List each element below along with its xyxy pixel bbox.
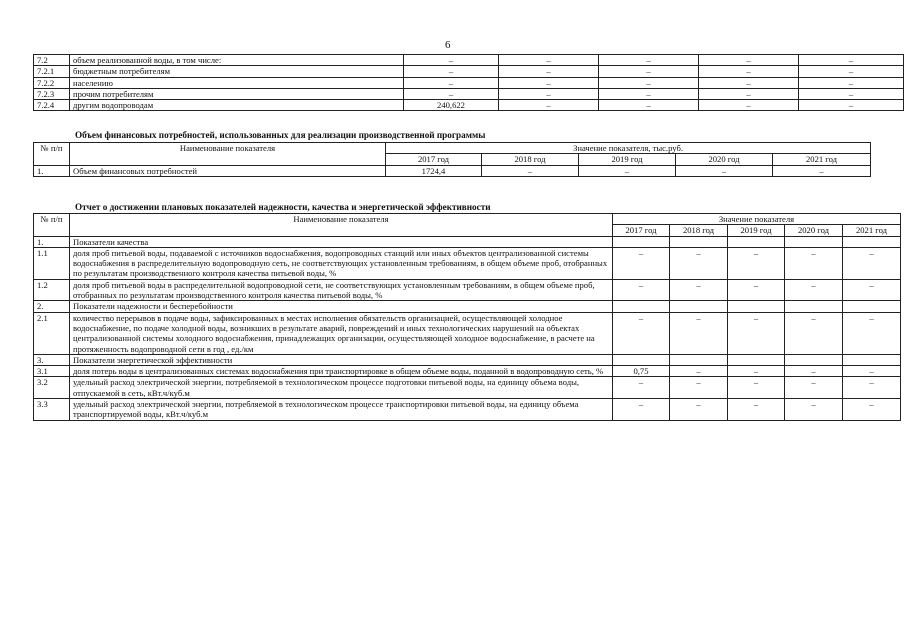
row-value: –: [599, 66, 699, 77]
row-value: –: [843, 377, 901, 399]
row-number: 3.1: [34, 366, 70, 377]
row-value: –: [728, 377, 785, 399]
table-row: [34, 88, 904, 99]
financial-needs-table: [33, 142, 871, 177]
row-name: прочим потребителям: [70, 88, 404, 99]
row-value: –: [613, 399, 670, 421]
table-row: [34, 301, 901, 312]
row-value: –: [843, 247, 901, 279]
table-row: [34, 100, 904, 111]
row-value: –: [699, 88, 799, 99]
row-value: [670, 354, 728, 365]
row-value: –: [613, 247, 670, 279]
row-value: –: [728, 366, 785, 377]
row-value: –: [799, 77, 904, 88]
row-name: объем реализованной воды, в том числе:: [70, 55, 404, 66]
row-value: –: [843, 399, 901, 421]
row-value: –: [699, 77, 799, 88]
column-header-value: Значение показателя, тыс.руб.: [386, 143, 871, 154]
page-number: 6: [445, 39, 451, 51]
column-header-name: Наименование показателя: [70, 214, 613, 237]
row-value: –: [785, 399, 843, 421]
row-value: –: [799, 100, 904, 111]
row-value: –: [785, 279, 843, 301]
row-number: 2.1: [34, 312, 70, 354]
row-value: –: [599, 88, 699, 99]
row-value: –: [499, 55, 599, 66]
row-value: [670, 236, 728, 247]
row-name: доля проб питьевой воды, подаваемой с источников водоснабжения, водопроводных станций или иных объектов централизованной системы водоснабжения в распределительную водопроводную сеть, не соответствующих установленным требованиям, в общем объеме проб, отобранных по результатам производственного контроля качества питьевой воды, %: [70, 247, 613, 279]
row-number: 1.2: [34, 279, 70, 301]
row-value: –: [785, 366, 843, 377]
row-value: –: [699, 55, 799, 66]
water-volume-table: [33, 54, 904, 111]
row-number: 3.2: [34, 377, 70, 399]
row-value: –: [785, 312, 843, 354]
row-name: другим водопроводам: [70, 100, 404, 111]
row-number: 7.2.4: [34, 100, 70, 111]
year-header: 2020 год: [676, 154, 773, 165]
row-value: [613, 354, 670, 365]
row-number: 7.2.1: [34, 66, 70, 77]
table-row: [34, 66, 904, 77]
table-row: [34, 247, 901, 279]
financial-needs-heading: Объем финансовых потребностей, использованных для реализации производственной программы: [75, 130, 486, 140]
row-value: –: [404, 88, 499, 99]
row-number: 3.3: [34, 399, 70, 421]
row-value: [843, 236, 901, 247]
row-number: 1.: [34, 165, 70, 176]
row-value: [613, 301, 670, 312]
row-value: –: [613, 279, 670, 301]
row-value: –: [799, 55, 904, 66]
row-value: –: [670, 247, 728, 279]
row-value: –: [613, 377, 670, 399]
row-name: удельный расход электрической энергии, потребляемой в технологическом процессе транспортировки питьевой воды, на единицу объема транспортируемой воды, кВт.ч/куб.м: [70, 399, 613, 421]
row-value: –: [843, 312, 901, 354]
table-row: [34, 366, 901, 377]
row-value: –: [499, 66, 599, 77]
row-value: 1724,4: [386, 165, 482, 176]
row-value: [728, 236, 785, 247]
row-value: –: [670, 312, 728, 354]
row-value: –: [599, 100, 699, 111]
row-value: –: [670, 377, 728, 399]
table-row: [34, 236, 901, 247]
row-value: –: [670, 279, 728, 301]
row-value: –: [599, 55, 699, 66]
row-number: 7.2.3: [34, 88, 70, 99]
row-name: Показатели энергетической эффективности: [70, 354, 613, 365]
row-value: –: [785, 247, 843, 279]
row-value: –: [728, 279, 785, 301]
row-value: –: [404, 66, 499, 77]
row-name: количество перерывов в подаче воды, зафиксированных в местах исполнения обязательств организацией, осуществляющей холодное водоснабжение, по подаче холодной воды, возникших в результате аварий, повреждений и иных технологических нарушений на объектах централизованной системы холодного водоснабжения, принадлежащих организации, осуществляющей холодное водоснабжение, в расчете на протяженность водопроводной сети в год , ед./км: [70, 312, 613, 354]
row-name: Объем финансовых потребностей: [70, 165, 386, 176]
column-header-number: № п/п: [34, 214, 70, 237]
row-name: Показатели качества: [70, 236, 613, 247]
row-value: –: [670, 399, 728, 421]
row-value: –: [728, 399, 785, 421]
table-row: [34, 354, 901, 365]
row-name: Показатели надежности и бесперебойности: [70, 301, 613, 312]
column-header-value: Значение показателя: [613, 214, 901, 225]
year-header: 2018 год: [482, 154, 579, 165]
table-row: [34, 312, 901, 354]
row-value: [728, 354, 785, 365]
row-value: –: [785, 377, 843, 399]
row-value: –: [773, 165, 871, 176]
row-value: –: [613, 312, 670, 354]
row-value: –: [404, 55, 499, 66]
row-value: –: [728, 312, 785, 354]
row-value: [613, 236, 670, 247]
table-row: [34, 77, 904, 88]
row-number: 3.: [34, 354, 70, 365]
row-value: 0,75: [613, 366, 670, 377]
row-name: бюджетным потребителям: [70, 66, 404, 77]
year-header: 2017 год: [386, 154, 482, 165]
row-value: [670, 301, 728, 312]
year-header: 2019 год: [579, 154, 676, 165]
row-value: –: [699, 100, 799, 111]
row-name: населению: [70, 77, 404, 88]
year-header: 2017 год: [613, 225, 670, 236]
year-header: 2018 год: [670, 225, 728, 236]
row-value: –: [599, 77, 699, 88]
row-value: –: [670, 366, 728, 377]
indicators-report-table: [33, 213, 901, 421]
row-value: [785, 354, 843, 365]
row-value: [728, 301, 785, 312]
row-value: –: [499, 77, 599, 88]
column-header-number: № п/п: [34, 143, 70, 166]
row-value: [785, 236, 843, 247]
year-header: 2021 год: [843, 225, 901, 236]
row-value: –: [404, 77, 499, 88]
year-header: 2021 год: [773, 154, 871, 165]
table-row: [34, 399, 901, 421]
row-value: [843, 301, 901, 312]
year-header: 2020 год: [785, 225, 843, 236]
column-header-name: Наименование показателя: [70, 143, 386, 166]
row-value: –: [699, 66, 799, 77]
table-row: [34, 377, 901, 399]
row-value: –: [843, 279, 901, 301]
row-value: –: [676, 165, 773, 176]
row-name: удельный расход электрической энергии, потребляемой в технологическом процессе подготовки питьевой воды, на единицу объема воды, отпускаемой в сеть, кВт.ч/куб.м: [70, 377, 613, 399]
row-number: 1.: [34, 236, 70, 247]
row-value: [785, 301, 843, 312]
row-number: 7.2.2: [34, 77, 70, 88]
row-value: –: [482, 165, 579, 176]
indicators-report-heading: Отчет о достижении плановых показателей надежности, качества и энергетической эффективности: [75, 202, 491, 212]
row-number: 1.1: [34, 247, 70, 279]
table-row: [34, 55, 904, 66]
row-name: доля потерь воды в централизованных системах водоснабжения при транспортировке в общем объеме воды, поданной в водопроводную сеть, %: [70, 366, 613, 377]
row-value: –: [579, 165, 676, 176]
row-value: –: [843, 366, 901, 377]
row-number: 2.: [34, 301, 70, 312]
row-name: доля проб питьевой воды в распределительной водопроводной сети, не соответствующих установленным требованиям, в общем объеме проб, отобранных по результатам производственного контроля качества питьевой воды, %: [70, 279, 613, 301]
row-value: –: [799, 88, 904, 99]
row-value: –: [799, 66, 904, 77]
row-value: [843, 354, 901, 365]
row-value: –: [499, 88, 599, 99]
row-value: 240,622: [404, 100, 499, 111]
year-header: 2019 год: [728, 225, 785, 236]
row-value: –: [728, 247, 785, 279]
row-number: 7.2: [34, 55, 70, 66]
row-value: –: [499, 100, 599, 111]
table-row: [34, 279, 901, 301]
